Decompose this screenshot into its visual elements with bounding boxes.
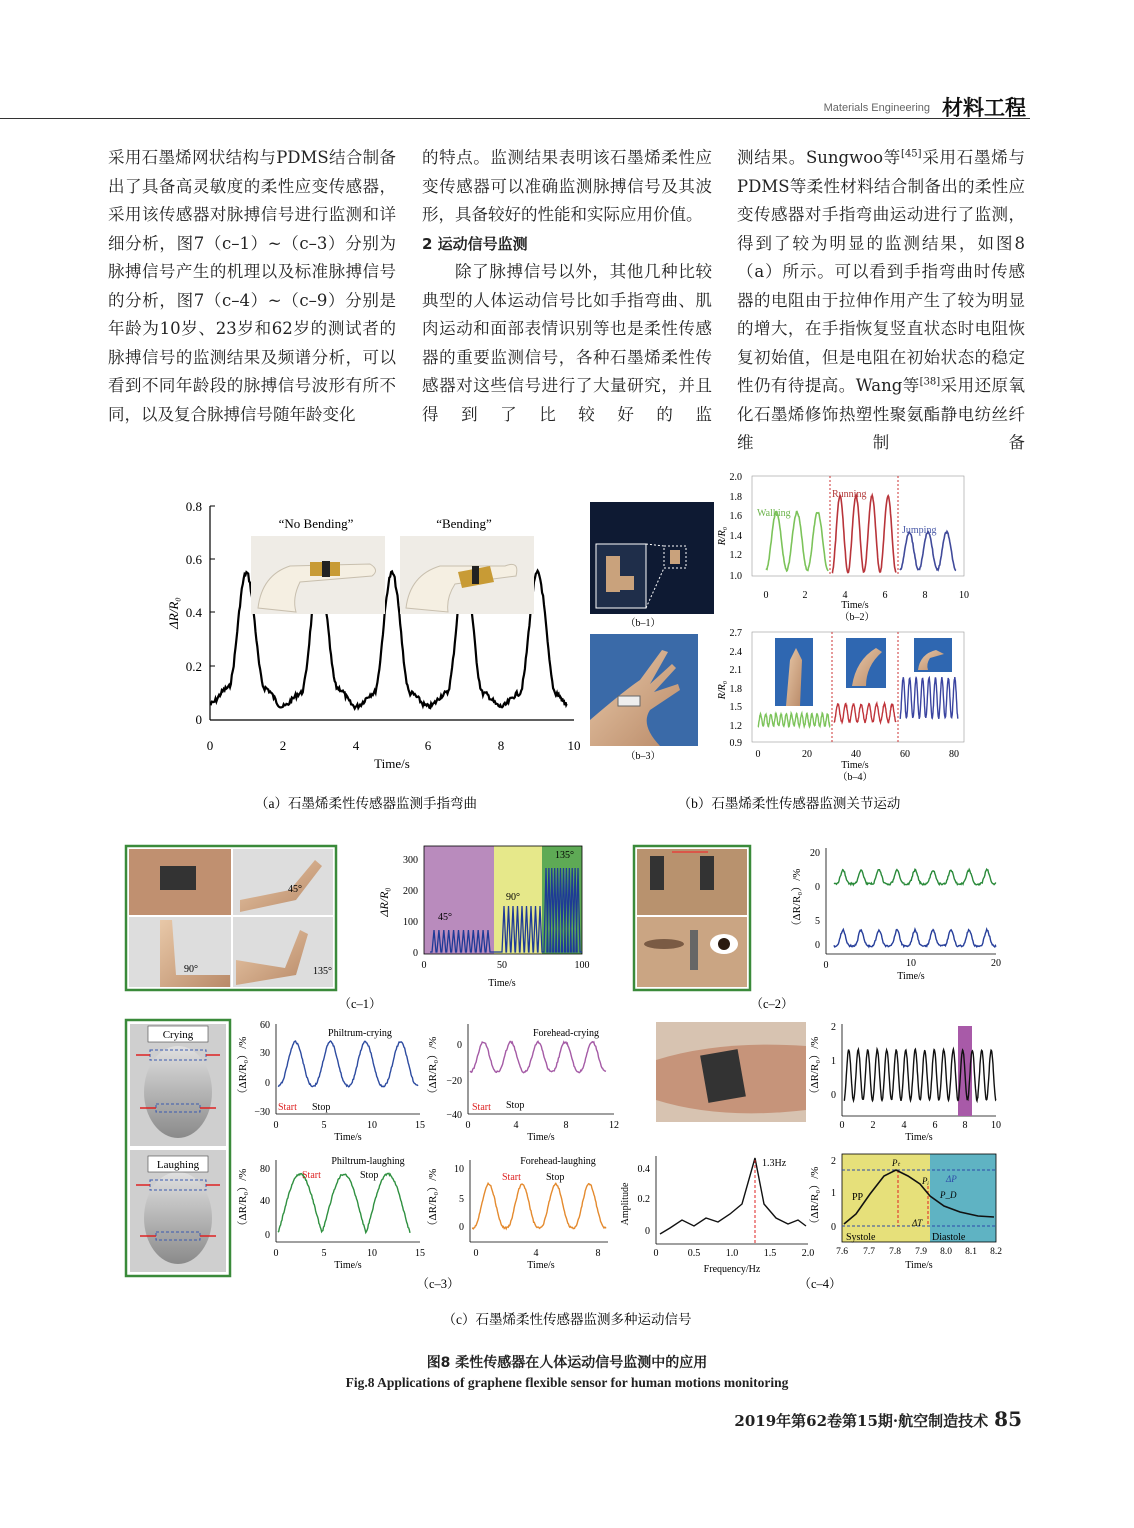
svg-text:7.8: 7.8 <box>889 1247 901 1257</box>
c4-pulse-chart <box>808 1022 1001 1143</box>
label-b2: （b–2） <box>839 612 875 623</box>
svg-text:10: 10 <box>367 1248 377 1259</box>
svg-text:5: 5 <box>815 916 820 927</box>
panel-b3-photo <box>590 634 698 746</box>
c3a-xlabel: Time/s <box>334 1132 362 1143</box>
svg-text:1.0: 1.0 <box>729 571 742 582</box>
svg-text:8: 8 <box>563 1120 569 1131</box>
svg-text:0: 0 <box>831 1222 836 1233</box>
svg-text:80: 80 <box>949 749 959 760</box>
svg-text:0.5: 0.5 <box>687 1248 701 1259</box>
svg-text:2: 2 <box>802 590 808 601</box>
panel-a-chart <box>166 499 581 771</box>
svg-text:2: 2 <box>870 1120 876 1131</box>
page-footer <box>734 1407 1022 1431</box>
photo-finger-bent <box>400 536 534 614</box>
label-crying: Crying <box>162 1029 194 1041</box>
b4-photo-bent <box>846 638 886 688</box>
label-dp: ΔP <box>946 1174 957 1184</box>
svg-text:1.8: 1.8 <box>729 684 742 695</box>
label-pp: PP <box>852 1192 864 1203</box>
svg-text:1.6: 1.6 <box>729 511 742 522</box>
label-c2: （c–2） <box>750 997 794 1011</box>
label-bending: “Bending” <box>436 516 492 531</box>
issue-info: 2019年第62卷第15期·航空制造技术 <box>734 1412 989 1430</box>
panel-b4-chart <box>717 628 964 783</box>
c3b-start: Start <box>472 1102 491 1113</box>
svg-text:100: 100 <box>574 960 590 971</box>
paragraph: 的特点。监测结果表明该石墨烯柔性应变传感器可以准确监测脉搏信号及其波形，具备较好的性能和实际应用价值。 <box>422 148 712 224</box>
svg-text:6: 6 <box>424 738 432 753</box>
svg-text:0.6: 0.6 <box>185 552 202 567</box>
fft-ylabel: Amplitude <box>620 1182 631 1226</box>
c3a-title: Philtrum-crying <box>328 1028 392 1039</box>
legend-running: Running <box>832 489 867 500</box>
svg-text:4: 4 <box>842 590 848 601</box>
svg-text:40: 40 <box>851 749 861 760</box>
svg-text:4: 4 <box>533 1248 539 1259</box>
svg-text:200: 200 <box>403 886 418 897</box>
svg-text:0: 0 <box>823 960 829 971</box>
panel-c4-photo <box>656 1022 806 1122</box>
svg-text:2.0: 2.0 <box>729 472 742 483</box>
svg-text:0: 0 <box>457 1040 462 1051</box>
svg-text:50: 50 <box>497 960 507 971</box>
svg-text:0: 0 <box>206 738 214 753</box>
svg-text:8.0: 8.0 <box>940 1247 952 1257</box>
c4b-xlabel: Time/s <box>905 1260 933 1271</box>
svg-text:20: 20 <box>991 958 1001 969</box>
svg-text:0: 0 <box>653 1248 659 1259</box>
panel-a-caption: （a）石墨烯柔性传感器监测手指弯曲 <box>255 796 477 811</box>
running-series-line <box>832 495 896 572</box>
svg-text:2.7: 2.7 <box>729 628 742 639</box>
svg-text:1.5: 1.5 <box>763 1248 777 1259</box>
label-diastole: Diastole <box>932 1232 966 1243</box>
label-laughing: Laughing <box>156 1159 200 1171</box>
c3-philtrum-laughing-chart <box>236 1156 425 1271</box>
svg-text:60: 60 <box>900 749 910 760</box>
svg-text:4: 4 <box>901 1120 907 1131</box>
svg-text:0: 0 <box>815 882 820 893</box>
svg-text:0: 0 <box>763 590 769 601</box>
label-b1: （b–1） <box>625 618 661 629</box>
c2-xlabel: Time/s <box>897 971 925 982</box>
paragraph-text: 除了脉搏信号以外，其他几种比较典型的人体运动信号比如手指弯曲、肌肉运动和面部表情识别等也是柔性传感器的重要监测信号，各种石墨烯柔性传感器对这些信号进行了大量研究，并且得到了比较好的监 <box>422 262 712 424</box>
section-heading: 2 运动信号监测 <box>422 234 528 253</box>
svg-text:10: 10 <box>454 1164 464 1175</box>
svg-text:12: 12 <box>609 1120 619 1131</box>
c3c-title: Philtrum-laughing <box>331 1156 405 1167</box>
label-b3: （b–3） <box>625 751 661 762</box>
c4-pulse-line <box>844 1049 996 1101</box>
svg-text:4: 4 <box>352 738 360 753</box>
svg-text:7.6: 7.6 <box>836 1247 848 1257</box>
svg-text:15: 15 <box>415 1120 425 1131</box>
svg-text:60: 60 <box>260 1020 270 1031</box>
svg-text:7.9: 7.9 <box>915 1247 927 1257</box>
label-pt: Pₜ <box>892 1158 901 1168</box>
svg-text:8.1: 8.1 <box>965 1247 977 1257</box>
b4-blue-series-line <box>900 677 958 719</box>
panel-b2-chart <box>717 472 969 623</box>
c3c-stop: Stop <box>360 1170 379 1181</box>
svg-text:15: 15 <box>415 1248 425 1259</box>
walking-series-line <box>766 512 828 572</box>
angle-45: 45° <box>288 884 302 895</box>
svg-text:0: 0 <box>413 948 418 959</box>
c3b-ylabel: （ΔR/R₀）/% <box>427 1036 439 1100</box>
c3-forehead-crying-chart <box>426 1024 619 1143</box>
text-run: 测结果。Sungwoo等 <box>737 148 902 167</box>
svg-text:80: 80 <box>260 1164 270 1175</box>
svg-text:10: 10 <box>906 958 916 969</box>
svg-text:0: 0 <box>815 940 820 951</box>
panel-a-yticks <box>186 499 203 727</box>
label-dt: ΔT <box>912 1218 923 1228</box>
svg-text:40: 40 <box>260 1196 270 1207</box>
b4-green-series-line <box>758 713 830 727</box>
citation[interactable]: [38] <box>919 376 941 388</box>
journal-name-zh: 材料工程 <box>942 96 1026 120</box>
label-b4: （b–4） <box>837 772 873 783</box>
c2-green-series-line <box>834 869 996 885</box>
c4-waveform-chart <box>808 1154 1002 1271</box>
b4-red-series-line <box>834 703 896 723</box>
svg-text:8: 8 <box>922 590 928 601</box>
c1-label-45: 45° <box>438 912 452 923</box>
jumping-series-line <box>900 531 956 570</box>
svg-text:0: 0 <box>465 1120 471 1131</box>
angle-135: 135° <box>313 966 332 977</box>
svg-text:8: 8 <box>962 1120 968 1131</box>
svg-text:30: 30 <box>260 1048 270 1059</box>
c1-xlabel: Time/s <box>488 978 516 989</box>
citation[interactable]: [45] <box>901 148 922 160</box>
c3c-ylabel: （ΔR/R₀）/% <box>237 1168 249 1232</box>
svg-text:8.2: 8.2 <box>990 1247 1002 1257</box>
b4-photo-straight <box>775 638 813 706</box>
svg-text:2.1: 2.1 <box>729 665 742 676</box>
c1-ylabel: ΔR/R₀ <box>377 887 391 917</box>
panel-c3-faces <box>126 1020 230 1276</box>
c3c-start: Start <box>302 1170 321 1181</box>
svg-text:0: 0 <box>421 960 427 971</box>
c3a-ylabel: （ΔR/R₀）/% <box>237 1036 249 1100</box>
c2-ylabel: （ΔR/R₀）/% <box>791 868 803 932</box>
svg-text:0: 0 <box>195 712 202 727</box>
svg-text:0.2: 0.2 <box>185 659 202 674</box>
b2-xlabel: Time/s <box>841 600 869 611</box>
svg-text:0.4: 0.4 <box>637 1164 650 1175</box>
svg-text:1.4: 1.4 <box>729 531 742 542</box>
svg-text:6: 6 <box>882 590 888 601</box>
figure-caption-zh: 图8 柔性传感器在人体运动信号监测中的应用 <box>426 1355 708 1371</box>
svg-text:1.5: 1.5 <box>729 702 742 713</box>
svg-text:0: 0 <box>265 1230 270 1241</box>
svg-text:7.7: 7.7 <box>863 1247 875 1257</box>
svg-text:0: 0 <box>459 1222 464 1233</box>
b4-xlabel: Time/s <box>841 760 869 771</box>
label-c3: （c–3） <box>416 1277 460 1291</box>
panel-c1-photos <box>126 846 336 990</box>
svg-text:0: 0 <box>273 1248 279 1259</box>
svg-text:0.8: 0.8 <box>185 499 202 514</box>
panel-b-caption: （b）石墨烯柔性传感器监测关节运动 <box>677 796 901 811</box>
svg-text:10: 10 <box>367 1120 377 1131</box>
svg-text:0: 0 <box>273 1120 279 1131</box>
svg-text:−30: −30 <box>254 1107 270 1118</box>
c2-blue-series-line <box>834 929 996 947</box>
c3b-stop: Stop <box>506 1100 525 1111</box>
svg-text:0: 0 <box>265 1078 270 1089</box>
svg-text:2.0: 2.0 <box>801 1248 815 1259</box>
label-c4: （c–4） <box>798 1277 842 1291</box>
c3b-signal-line <box>470 1041 606 1072</box>
c3a-stop: Stop <box>312 1102 331 1113</box>
svg-text:5: 5 <box>321 1248 327 1259</box>
c3d-signal-line <box>472 1183 606 1229</box>
c3a-start: Start <box>278 1102 297 1113</box>
page-number: 85 <box>994 1407 1022 1431</box>
fft-line <box>660 1158 806 1234</box>
c3d-start: Start <box>502 1172 521 1183</box>
svg-text:0: 0 <box>645 1226 650 1237</box>
svg-text:2: 2 <box>279 738 287 753</box>
journal-name-en: Materials Engineering <box>823 102 930 114</box>
svg-text:100: 100 <box>403 917 418 928</box>
svg-text:5: 5 <box>321 1120 327 1131</box>
svg-text:−40: −40 <box>446 1110 462 1121</box>
c4a-xlabel: Time/s <box>905 1132 933 1143</box>
svg-text:300: 300 <box>403 855 418 866</box>
svg-text:−20: −20 <box>446 1076 462 1087</box>
panel-c-caption: （c）石墨烯柔性传感器监测多种运动信号 <box>442 1312 692 1327</box>
c3-philtrum-crying-chart <box>236 1020 425 1143</box>
svg-text:0: 0 <box>473 1248 479 1259</box>
label-systole: Systole <box>846 1232 876 1243</box>
svg-text:10: 10 <box>991 1120 1001 1131</box>
angle-90: 90° <box>184 964 198 975</box>
panel-b1-photo <box>590 502 714 614</box>
c3d-ylabel: （ΔR/R₀）/% <box>427 1168 439 1232</box>
svg-text:0: 0 <box>831 1090 836 1101</box>
svg-text:0: 0 <box>755 749 761 760</box>
svg-text:1: 1 <box>831 1056 836 1067</box>
c1-label-135: 135° <box>555 850 574 861</box>
svg-text:4: 4 <box>513 1120 519 1131</box>
c4b-ylabel: （ΔR/R₀）/% <box>809 1166 821 1230</box>
label-no-bending: “No Bending” <box>278 516 354 531</box>
fft-xlabel: Frequency/Hz <box>703 1264 761 1275</box>
c3d-xlabel: Time/s <box>527 1260 555 1271</box>
panel-a-xticks <box>207 738 581 753</box>
svg-text:0.4: 0.4 <box>185 605 202 620</box>
svg-text:1.0: 1.0 <box>725 1248 739 1259</box>
label-pd: P_D <box>940 1190 957 1200</box>
svg-text:10: 10 <box>959 590 969 601</box>
c3-forehead-laughing-chart <box>426 1156 608 1271</box>
legend-walking: Walking <box>757 508 791 519</box>
svg-text:1: 1 <box>831 1188 836 1199</box>
panel-c2-photos <box>634 846 750 990</box>
figure-caption-en: Fig.8 Applications of graphene flexible sensor for human motions monitoring <box>345 1375 789 1390</box>
c3c-signal-line <box>278 1173 410 1233</box>
c1-label-90: 90° <box>506 892 520 903</box>
svg-text:0.9: 0.9 <box>729 738 742 749</box>
legend-jumping: Jumping <box>902 525 937 536</box>
b2-ylabel: R/R₀ <box>717 526 728 546</box>
svg-text:2.4: 2.4 <box>729 647 742 658</box>
panel-a-ylabel: ΔR/R₀ <box>166 597 181 629</box>
svg-text:1.8: 1.8 <box>729 492 742 503</box>
text-run: 采用石墨烯与PDMS等柔性材料结合制备出的柔性应变传感器对手指弯曲运动进行了监测，得到了较为明显的监测结果，如图8（a）所示。可以看到手指弯曲时传感器的电阻由于拉伸作用产生了较为明显的增大，在手指恢复竖直状态时电阻恢复初始值，但是电阻在初始状态的稳定性仍有待提高。Wang等 <box>737 148 1026 395</box>
c3a-signal-line <box>278 1041 418 1087</box>
svg-text:8: 8 <box>595 1248 601 1259</box>
svg-text:0: 0 <box>839 1120 845 1131</box>
svg-text:6: 6 <box>932 1120 938 1131</box>
c3b-title: Forehead-crying <box>532 1028 600 1039</box>
c4-fft-chart <box>620 1156 814 1275</box>
c3b-xlabel: Time/s <box>527 1132 555 1143</box>
text-run: 采用还原氧化石墨烯修饰热塑性聚氨酯静电纺丝纤维制备 <box>737 376 1025 452</box>
svg-text:0.2: 0.2 <box>637 1194 650 1205</box>
svg-text:10: 10 <box>567 738 581 753</box>
svg-text:2: 2 <box>831 1022 836 1033</box>
c4a-ylabel: （ΔR/R₀）/% <box>809 1036 821 1100</box>
panel-c2-chart <box>790 848 1001 982</box>
c3c-xlabel: Time/s <box>334 1260 362 1271</box>
label-c1: （c–1） <box>338 997 382 1011</box>
svg-text:20: 20 <box>802 749 812 760</box>
b4-photo-curled <box>914 638 952 672</box>
label-pi: Pᵢ <box>922 1176 929 1186</box>
svg-text:20: 20 <box>810 848 820 859</box>
panel-c1-chart <box>377 846 590 989</box>
svg-text:2: 2 <box>831 1156 836 1167</box>
panel-a-xlabel: Time/s <box>374 756 410 771</box>
svg-text:8: 8 <box>497 738 505 753</box>
photo-finger-straight <box>251 536 385 614</box>
b4-ylabel: R/R₀ <box>717 680 728 700</box>
fft-peak-label: 1.3Hz <box>762 1158 787 1169</box>
paragraph: 采用石墨烯网状结构与PDMS结合制备出了具备高灵敏度的柔性应变传感器，采用该传感器对脉搏信号进行监测和详细分析，图7（c–1）~（c–3）分别为脉搏信号产生的机理以及标准脉搏信号的分析，图7（c–4）~（c–9）分别是年龄为10岁、23岁和62岁的测试者的脉搏信号的监测结果及频谱分析，可以看到不同年龄段的脉搏信号波形有所不同，以及复合脉搏信号随年龄变化 <box>108 148 396 424</box>
svg-text:5: 5 <box>459 1194 464 1205</box>
svg-text:1.2: 1.2 <box>729 550 742 561</box>
svg-text:1.2: 1.2 <box>729 721 742 732</box>
c3d-stop: Stop <box>546 1172 565 1183</box>
c3d-title: Forehead-laughing <box>520 1156 596 1167</box>
